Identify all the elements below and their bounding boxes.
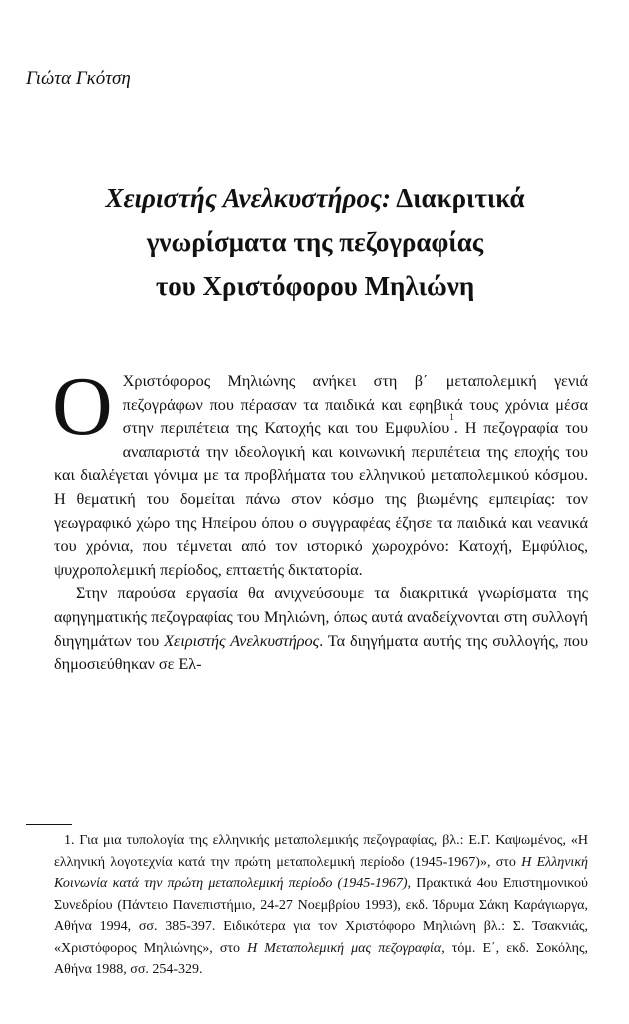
author-name: Γιώτα Γκότση xyxy=(26,68,131,89)
article-body xyxy=(52,360,588,677)
collection-title: Χειριστής Ανελκυστήρος xyxy=(164,631,320,650)
paragraph-1-text-b: . Η πεζογραφία του αναπαριστά την ιδεολογική και κοινωνική περιπέτεια της εποχής του και διαλέγεται γόνιμα με τα προβλήματα του ελληνικού μεταπολεμικού κόσμου. Η θεματική του δομείται πάνω στον κόσμο της βιωμένης εμπειρίας: τον γεωγραφικό χώρο της Ηπείρου όπου ο συγγραφέας έζησε τα παιδικά και νεανικά του χρόνια, που τέμνεται από τον ιστορικό χωροχρόνο: Κατοχή, Εμφύλιος, ψυχροπολεμική περίοδος, επταετής δικτατορία. xyxy=(54,419,588,579)
footnote-text-b: , Πρακτικά 4ου Επιστημονικού Συνεδρίου (Πάντειο Πανεπιστήμιο, 24-27 Νοεμβρίου 1993), εκδ. Ίδρυμα Σάκη Καράγιωργα, Αθήνα 1994, σσ. 385-397. Ειδικότερα για τον Χριστόφορο Μηλιώνη βλ.: Σ. Τσακνιάς, «Χριστόφορος Μηλιώνης», στο xyxy=(54,876,588,956)
title-italic-part: Χειριστής Ανελκυστήρος: xyxy=(105,183,391,213)
title-line-1 xyxy=(20,176,610,220)
title-rest-part: Διακριτικά xyxy=(390,183,525,213)
paragraph-2-text-b: . Τα διηγήματα αυτής της συλλογής, που δημοσιεύθηκαν σε Ελ- xyxy=(54,631,588,674)
footnote-italic-a: Η Ελληνική Κοινωνία κατά την πρώτη μεταπολεμική περίοδο (1945-1967) xyxy=(54,854,588,891)
footnote-text-c: , τόμ. Ε΄, εκδ. Σοκόλης, Αθήνα 1988, σσ. 254-329. xyxy=(54,940,588,977)
title-line-2: γνωρίσματα της πεζογραφίας xyxy=(146,227,484,257)
footnote-divider xyxy=(26,824,72,825)
footnote-1 xyxy=(54,830,588,981)
title-line-3: του Χριστόφορου Μηλιώνη xyxy=(155,271,475,301)
paragraph-1 xyxy=(52,360,588,582)
footnote-italic-b: Η Μεταπολεμική μας πεζογραφία xyxy=(247,940,442,956)
footnote-text-a: 1. Για μια τυπολογία της ελληνικής μεταπολεμικής πεζογραφίας, βλ.: Ε.Γ. Καψωμένος, «Η ελληνική λογοτεχνία κατά την πρώτη μεταπολεμική περίοδο (1945-1967)», στο xyxy=(54,833,588,870)
paragraph-2-text-a: Στην παρούσα εργασία θα ανιχνεύσουμε τα διακριτικά γνωρίσματα της αφηγηματικής πεζογραφίας του Μηλιώνη, όπως αυτά αναδείχνονται στη συλλογή διηγημάτων του xyxy=(54,584,588,650)
drop-cap: Ο xyxy=(52,360,113,453)
paragraph-2 xyxy=(54,582,588,676)
footnote-reference[interactable]: 1 xyxy=(449,412,454,423)
paragraph-1-text-a: Χριστόφορος Μηλιώνης ανήκει στη β΄ μεταπολεμική γενιά πεζογράφων που πέρασαν τα παιδικά και εφηβικά τους χρόνια μέσα στην περιπέτεια της Κατοχής και του Εμφυλίου xyxy=(122,372,588,438)
article-title xyxy=(20,176,610,308)
